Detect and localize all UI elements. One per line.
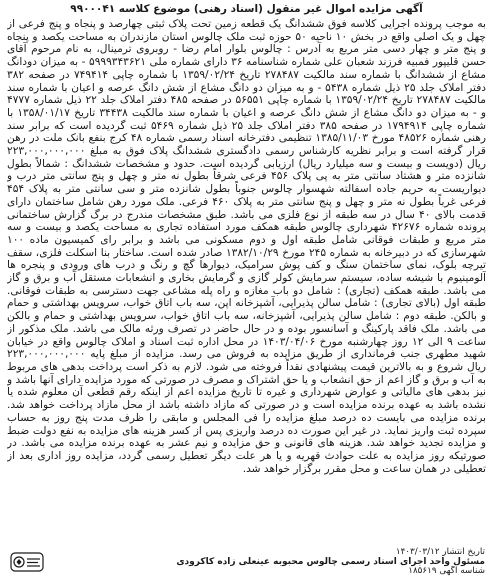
notice-title: آگهی مزایده اموال غیر منقول (اسناد رهنی) موضوع کلاسه ۹۹۰۰۰۴۱ [70, 3, 423, 15]
notice-paragraph-building: ملک مورد رهن شامل ساختمان دارای قدمت بالای ۴۰ سال در سه طبقه از نوع فلزی می باشد. طبق مشخصات مندرج در برگ گزارش ساختمانی پرونده شماره ۴۲۶۷۶ شهرداری چالوس طبقه همکف مورد استفاده تجاری به مساحت یکصد و بیست و سه متر مربع و طبقات فوقانی شامل طبقه اول و دوم مسکونی می باشد و برابر رای کمیسیون ماده ۱۰۰ شهرسازی که در دبیرخانه به شماره ۲۴۵ مورخ ۱۳۸۲/۱۰/۲۹ صادر شده است. ساختار بنا اسکلت فلزی، سقف تیرچه بلوک، نمای ساختمان سنگ و کف پوش سرامیک، دیوارها گچ و رنگ و درب های ورودی و پنجره ها آلومینیوم با شیشه ساده، سیستم سرمایش کولر گازی و گرمایش بخاری و انشعابات مستقل آب و برق و گاز می باشد. [7, 195, 486, 297]
publisher-logo-icon [10, 551, 44, 573]
notice-id: شناسه آگهی ۱۸۵۶۱۹ [408, 566, 485, 576]
notice-body [7, 18, 486, 545]
notice-paragraph-conditions: لازم به ذکر است پرداخت بدهی های مربوط به آب و برق و گاز اعم از حق انشعاب و یا حق اشتراک و مصرف در صورتی که مورد مزایده دارای آنها باشد و نیز بدهی های مالیاتی و عوارض شهرداری و غیره تا تاریخ مزایده اعم از اینکه رقم قطعی آن معلوم شده یا نشده باشد به عهده برنده مزایده است و در صورتی که مازاد داشته باشد از محل مازاد پرداخت خواهد شد. برنده مزایده می بایست ده درصد مبلغ مزایده را فی المجلس و مابقی را ظرف مدت پنج روز به حساب سپرده ثبت واریز نماید. در غیر این صورت ده درصد واریزی پس از کسر هزینه های مزایده به نفع دولت ضبط و مزایده تجدید خواهد شد. هزینه های قانونی و حق مزایده و نیم عشر به عهده برنده مزایده می باشد. [7, 360, 486, 450]
notice-paragraph-floors: طبقه همکف (تجاری) : شامل دو باب مغازه و راه پله مشاعی جهت دسترسی به طبقات فوقانی. طبقه اول (بالای تجاری) : شامل سالن پذیرایی، آشپزخانه اپن، سه باب اتاق خواب، سرویس بهداشتی و حمام و بالکن. طبقه دوم : شامل سالن پذیرایی، آشپزخانه، سه باب اتاق خواب، سرویس بهداشتی و حمام و بالکن می باشد. ملک فاقد پارکینگ و آسانسور بوده و در حال حاضر در تصرف ورثه مالک می باشد. [7, 284, 486, 335]
notice-paragraph-property: به موجب پرونده اجرایی کلاسه فوق ششدانگ یک قطعه زمین تحت پلاک ثبتی چهارصد و پنجاه و پنج فرعی از چهل و یک اصلی واقع در بخش ۱۰ ناحیه ۵۰ حوزه ثبت ملک چالوس استان مازندران به مساحت یکصد و پنجاه و پنج متر و چهار دسی متر مربع به آدرس : چالوس بلوار امام رضا - روبروی ترمینال، به نام مرحوم آقای حسن قلیپور فمبیه فرزند شعبان علی شماره شناسنامه ۳۶ دارای شماره ملی ۵۹۹۹۳۴۳۶۲۱ - به میزان دودانگ مشاع از ششدانگ با شماره سند مالکیت ۲۷۸۴۸۷ تاریخ ۱۳۵۹/۰۲/۲۴ با شماره چاپی ۷۴۹۴۱۴ در صفحه ۳۸۲ دفتر املاک جلد ۲۵ ذیل شماره ۵۴۳۸ - و به میزان دو دانگ مشاع از شش دانگ عرصه و اعیان با شماره سند مالکیت ۲۷۸۴۸۷ تاریخ ۱۳۵۹/۰۲/۲۴ با شماره چاپی ۵۶۵۵۱ در صفحه ۴۸۵ دفتر املاک جلد ۲۲ ذیل شماره ۴۷۷۷ و - به میزان دو دانگ مشاع از شش دانگ عرصه و اعیان با شماره سند مالکیت ۳۴۴۳۸ تاریخ ۱۳۵۸/۰۱/۱۷ با شماره چاپی ۱۷۹۴۹۱۴ در صفحه ۳۸۵ دفتر املاک جلد ۲۵ ذیل شماره ۵۴۶۹ ثبت گردیده است که برابر سند رهنی شماره ۴۸۵۲۶ مورخ ۱۳۸۵/۱۱/۰۳ تنظیمی دفترخانه اسناد رسمی شماره ۴۸ کرج بنفع بانک ملت در رهن قرار گرفته است و برابر نظریه کارشناس رسمی دادگستری ششدانگ پلاک فوق به مبلغ ۲۲۳,۰۰۰,۰۰۰,۰۰۰ ریال (دویست و بیست و سه میلیارد ریال) ارزیابی گردیده است. [7, 18, 486, 170]
notice-paragraph-auction: ملک مذکور از ساعت ۹ الی ۱۲ روز چهارشنبه مورخ ۱۴۰۳/۰۴/۰۶ در محل اداره ثبت اسناد و املاک چالوس واقع در خیابان شهید مطهری جنب فرمانداری از طریق مزایده به فروش می رسد. مزایده از مبلغ پایه ۲۲۳,۰۰۰,۰۰۰,۰۰۰ ریال شروع و به بالاترین قیمت پیشنهادی نقداً فروخته می شود. [7, 322, 486, 373]
notice-paragraph-holiday: در صورتیکه روز مزایده به علت حوادث قهریه و یا هر علت دیگر تعطیل رسمی گردد، مزایده روز اداری بعد از تعطیلی در همان ساعت و محل مقرر برگزار خواهد شد. [7, 437, 486, 475]
notice-paragraph-boundaries: حدود و مشخصات ششدانگ : شمالاً بطول شانزده متر و هشتاد سانتی متر به پی پلاک ۴۵۶ فرعی شرقاً بطول نه متر و چهل و پنج سانتی متر درب و دیواریست به حریم جاده اسفالته شهسوار چالوس جنوباً بطول شانزده متر و سی سانتی متر به پلاک ۴۵۴ فرعی غرباً بطول نه متر و چهل و پنج سانتی متر به پلاک ۴۶۰ فرعی. [7, 157, 486, 208]
officer-signature: مسئول واحد اجرای اسناد رسمی چالوس محبوبه عینعلی زاده کاکرودی [176, 557, 485, 567]
publish-date: تاریخ انتشار ۱۴۰۳/۰۳/۱۲ [395, 547, 485, 557]
